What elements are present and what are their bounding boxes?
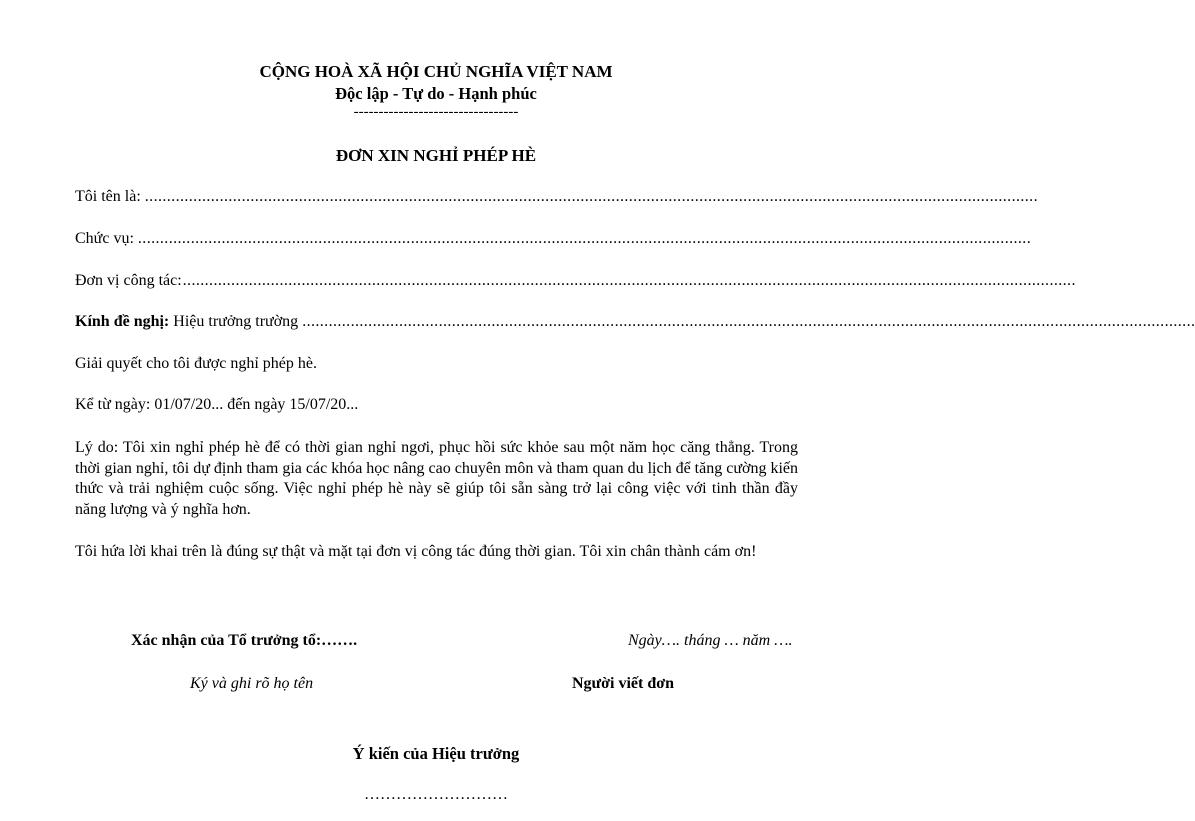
document-title: ĐƠN XIN NGHỈ PHÉP HÈ [335,146,537,165]
reason-paragraph: Lý do: Tôi xin nghỉ phép hè để có thời gian nghỉ ngơi, phục hồi sức khỏe sau một năm học căng thẳng. Trong thời gian nghỉ, tôi dự định tham gia các khóa học nâng cao chuyên môn và tham quan du lịch để tăng cường kiến thức và trải nghiệm cuộc sống. Việc nghỉ phép hè này sẽ giúp tôi sẵn sàng trở lại công việc với tinh thần đầy năng lượng và ý nghĩa hơn. [75,439,798,518]
position-label: Chức vụ: [75,230,134,247]
date-range: Kể từ ngày: 01/07/20... đến ngày 15/07/20... [75,396,359,413]
request-label: Kính đề nghị: [75,313,170,330]
motto: Độc lập - Tự do - Hạnh phúc [335,84,537,103]
position-dots: ........................................................................................................................................................................................................... [137,230,1032,247]
leader-confirmation: Xác nhận của Tổ trưởng tổ:……. [131,632,358,649]
principal-dots: ……………………… [364,786,508,803]
country-heading: CỘNG HOÀ XÃ HỘI CHỦ NGHĨA VIỆT NAM [259,62,613,81]
request-field [75,313,1195,331]
sign-note: Ký và ghi rõ họ tên [190,675,314,692]
applicant-label: Người viết đơn [572,675,674,692]
unit-label: Đơn vị công tác: [75,272,182,289]
resolve-line: Giải quyết cho tôi được nghỉ phép hè. [75,355,317,372]
header-rule: --------------------------------- [353,104,519,120]
date-line: Ngày…. tháng … năm …. [628,632,793,649]
unit-field [75,272,1076,290]
request-dots: ........................................................................................................................................................................................................... [302,313,1195,330]
name-field [75,188,1038,206]
principal-opinion: Ý kiến của Hiệu trưởng [352,744,520,763]
name-label: Tôi tên là: [75,188,141,205]
position-field [75,230,1032,248]
name-dots: ........................................................................................................................................................................................................... [144,188,1038,205]
pledge-paragraph: Tôi hứa lời khai trên là đúng sự thật và mặt tại đơn vị công tác đúng thời gian. Tôi xin chân thành cám ơn! [75,543,757,560]
unit-dots: ........................................................................................................................................................................................................... [182,272,1076,289]
request-value: Hiệu trưởng trường [173,313,299,330]
